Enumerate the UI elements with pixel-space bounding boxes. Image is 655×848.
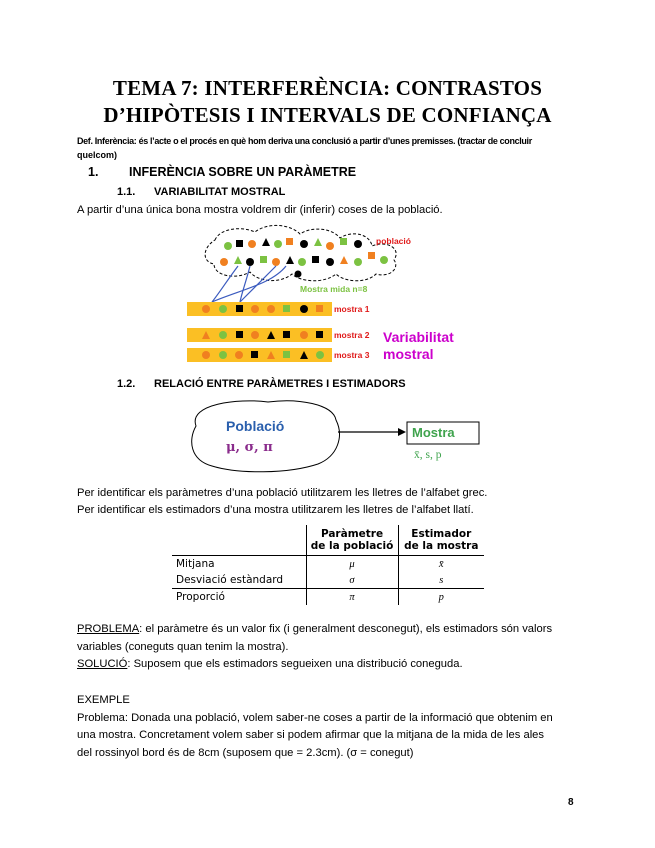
exemple-line2: una mostra. Concretament volem saber si podem afirmar que la mitjana de la mida de les ales (77, 729, 544, 741)
params-greek-text: Per identificar els paràmetres d’una població utilitzarem les lletres de l’alfabet grec. (77, 487, 488, 499)
sample-3-label: mostra 3 (334, 350, 370, 360)
sample-2-label: mostra 2 (334, 330, 370, 340)
solucio-label: SOLUCIÓ (77, 658, 128, 670)
definition-line1: Def. Inferència: és l’acte o el procés en què hom deriva una conclusió a partir d’unes premisses. (tractar de concluir (77, 136, 532, 146)
page-number: 8 (568, 797, 574, 808)
population-label: població (376, 236, 411, 246)
problema-text-1: : el paràmetre és un valor fix (i generalment desconegut), els estimadors són valors (139, 623, 553, 635)
table-row: Mitjana μ x̄ (172, 556, 484, 573)
definition (77, 134, 582, 162)
problema-text-2: variables (coneguts quan tenim la mostra). (77, 640, 289, 653)
table-row: Proporció π p (172, 589, 484, 606)
section1-number: 1. (88, 165, 99, 179)
subsection-1-2-title: RELACIÓ ENTRE PARÀMETRES I ESTIMADORS (154, 378, 406, 390)
exemple-section (77, 692, 592, 762)
page-title-line1: TEMA 7: INTERFERÈNCIA: CONTRASTOS (112, 76, 543, 100)
estimators-latin-text: Per identificar els estimadors d’una mostra utilitzarem les lletres de l’alfabet llatí. (77, 504, 474, 516)
variability-line1: Variabilitat (383, 329, 454, 345)
exemple-line3: del rossinyol bord és de 8cm (suposem que = 2.3cm). (σ = conegut) (77, 746, 414, 759)
population-blob (192, 401, 340, 472)
problema-label: PROBLEMA (77, 623, 140, 635)
exemple-heading: EXEMPLE (77, 694, 130, 706)
sample-estimators: x̄, s, p (414, 449, 442, 461)
page-title-line2: D’HIPÒTESIS I INTERVALS DE CONFIANÇA (103, 103, 552, 127)
sample-1-label: mostra 1 (334, 304, 370, 314)
sample-size-label: Mostra mida n=8 (300, 284, 368, 294)
population-box-label: Població (226, 418, 285, 434)
variability-label (383, 329, 454, 363)
section1-title: INFERÈNCIA SOBRE UN PARÀMETRE (129, 165, 357, 179)
subsection-1-1-number: 1.1. (117, 186, 136, 198)
solucio-text: : Suposem que els estimadors segueixen una distribució coneguda. (127, 658, 463, 670)
relation-arrowhead (398, 428, 406, 436)
subsection-1-1-title: VARIABILITAT MOSTRAL (154, 186, 286, 198)
definition-line2: quelcom) (77, 150, 118, 160)
sample-bar-2 (187, 328, 332, 342)
subsection-1-2-number: 1.2. (117, 378, 136, 390)
table-row: Desviació estàndard σ s (172, 572, 484, 589)
sample-box-label: Mostra (412, 425, 455, 440)
intro-text: A partir d’una única bona mostra voldrem dir (inferir) coses de la població. (77, 204, 443, 216)
variability-line2: mostral (383, 346, 434, 362)
header-estimator: Estimador de la mostra (398, 525, 484, 556)
exemple-line1: Problema: Donada una població, volem saber-ne coses a partir de la informació que obtenim en (77, 711, 553, 724)
population-params: μ, σ, π (226, 440, 273, 455)
problema-paragraph (77, 621, 587, 674)
parameters-table (172, 525, 484, 605)
header-parameter: Paràmetre de la població (306, 525, 398, 556)
